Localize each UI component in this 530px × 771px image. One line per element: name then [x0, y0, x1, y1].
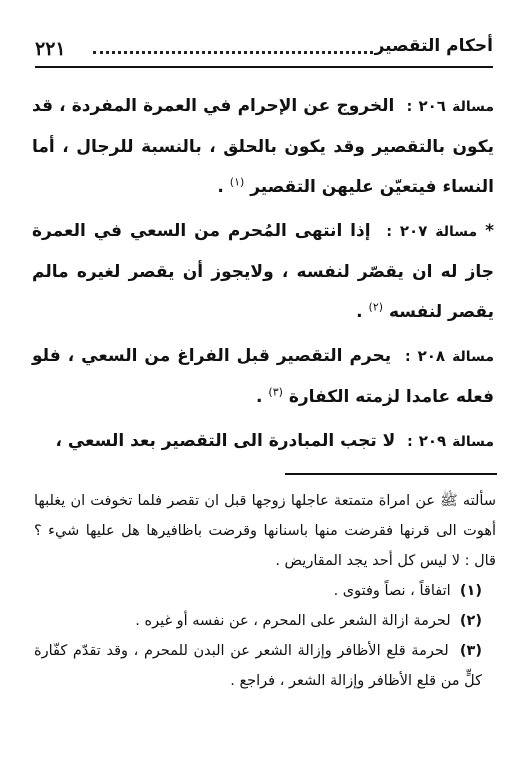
footnote-number: (٢): [459, 613, 482, 629]
footnote-item: [34, 606, 496, 636]
footnote-text: لحرمة ازالة الشعر على المحرم ، عن نفسه أو غيره .: [135, 613, 451, 629]
masala-label: مسالة: [452, 99, 494, 115]
masala-number: ٢٠٦: [418, 97, 446, 115]
masala-separator: :: [405, 349, 411, 365]
masala-206: [32, 86, 494, 207]
header-rule: [35, 66, 493, 68]
masala-number: ٢٠٩: [418, 432, 447, 450]
masala-text: لا تجب المبادرة الى التقصير بعد السعي ،: [55, 431, 396, 451]
page-number: ٢٢١: [35, 38, 66, 60]
masala-separator: :: [407, 434, 413, 450]
masala-208: [32, 336, 494, 417]
footnote-reference: (٣): [268, 385, 283, 399]
masala-number: ٢٠٧: [399, 222, 428, 240]
header-dotted-leader: [93, 51, 373, 54]
footnote-reference: (٢): [368, 300, 384, 314]
masala-text: الخروج عن الإحرام في العمرة المفردة ، قد يكون بالتقصير وقد يكون بالحلق ، بالنسبة للرجال ، أما النساء فيتعيّن عليهن التقصير: [32, 96, 494, 197]
footnote-number: (٣): [459, 643, 482, 659]
sentence-end: .: [217, 177, 224, 197]
running-title: أحكام التقصير: [374, 36, 493, 56]
star-marker: *: [485, 221, 494, 241]
masala-number: ٢٠٨: [417, 347, 446, 365]
footnote-item: [34, 636, 496, 696]
footnote-continuation: سألته ﷺ عن امراة متمتعة عاجلها زوجها قبل ان تقصر فلما تخوفت ان يغلبها أهوت الى قرنها فقرضت منها باسنانها وقرضت باظافيرها هل عليها شيء ؟ قال : لا ليس كل أحد يجد المقاريض .: [34, 493, 496, 569]
sentence-end: .: [256, 387, 263, 407]
footnote-text: اتفاقاً ، نصاً وفتوى .: [333, 583, 451, 599]
masala-text: يحرم التقصير قبل الفراغ من السعي ، فلو فعله عامدا لزمته الكفارة: [32, 346, 494, 407]
masala-207: [32, 211, 494, 332]
footnote-text: لحرمة قلع الأظافر وإزالة الشعر عن البدن للمحرم ، وقد تقدّم كفّارة كلٍّ من قلع الأظافر وإزالة الشعر ، فراجع .: [34, 643, 482, 689]
sentence-end: .: [356, 302, 363, 322]
masala-label: مسالة: [452, 434, 494, 450]
masala-text: إذا انتهى المُحرم من السعي في العمرة جاز له ان يقصّر لنفسه ، ولايجوز أن يقصر لغيره مالم يقصر لنفسه: [32, 221, 494, 322]
footnote-separator-rule: [285, 473, 497, 475]
masala-separator: :: [386, 224, 392, 240]
main-text: [32, 86, 494, 466]
masala-label: مسالة: [452, 349, 494, 365]
footnotes: [34, 486, 496, 696]
masala-label: مسالة: [435, 224, 478, 240]
footnote-number: (١): [459, 583, 482, 599]
footnote-item: [34, 576, 496, 606]
footnote-reference: (١): [229, 175, 245, 189]
masala-209: [32, 421, 494, 462]
masala-separator: :: [406, 99, 413, 115]
page-header: [35, 36, 493, 62]
